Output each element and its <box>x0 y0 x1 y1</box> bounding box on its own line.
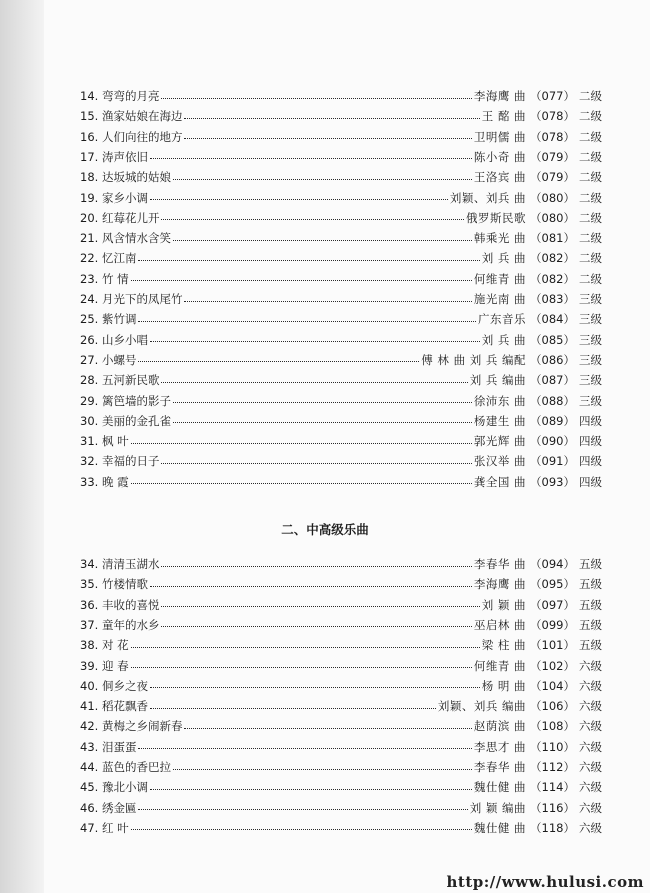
entry-composer-credit: 刘 兵 曲 <box>481 332 527 347</box>
entry-page-number: （086） <box>530 352 575 367</box>
toc-entry <box>80 574 602 594</box>
toc-entry <box>80 86 602 106</box>
dot-leader <box>161 566 471 567</box>
entry-title: 32. 幸福的日子 <box>80 454 160 469</box>
entry-composer-credit: 李海鹰 曲 <box>473 89 527 103</box>
book-spine-shadow <box>0 0 44 893</box>
entry-page-number: （080） <box>530 210 575 225</box>
toc-entry <box>80 431 602 451</box>
entry-composer-credit: 何维青 曲 <box>473 271 527 286</box>
entry-page-number: （082） <box>530 271 575 286</box>
toc-entry <box>80 777 602 797</box>
toc-entry <box>80 167 602 187</box>
dot-leader <box>173 240 472 241</box>
entry-composer-credit: 梁 柱 曲 <box>481 638 527 653</box>
entry-title: 26. 山乡小唱 <box>80 332 148 347</box>
entry-title: 20. 红莓花儿开 <box>80 210 160 225</box>
toc-entry <box>80 716 602 736</box>
entry-grade-level: 六级 <box>579 699 602 714</box>
entry-title: 46. 绣金匾 <box>80 800 137 815</box>
dot-leader <box>138 361 419 362</box>
entry-grade-level: 五级 <box>579 577 602 592</box>
entry-composer-credit: 杨建生 曲 <box>473 413 527 428</box>
toc-entry <box>80 595 602 615</box>
dot-leader <box>150 789 472 790</box>
entry-composer-credit: 傅 林 曲 刘 兵 编配 <box>421 352 527 367</box>
entry-composer-credit: 魏仕健 曲 <box>473 820 527 835</box>
toc-entry <box>80 737 602 757</box>
entry-grade-level: 五级 <box>579 638 602 653</box>
entry-composer-credit: 刘颖、刘兵 曲 <box>449 190 527 205</box>
entry-composer-credit: 陈小奇 曲 <box>473 149 527 164</box>
entry-title: 40. 侗乡之夜 <box>80 678 148 693</box>
entry-grade-level: 六级 <box>579 760 602 774</box>
entry-page-number: （079） <box>530 149 575 164</box>
entry-composer-credit: 巫启林 曲 <box>473 617 527 632</box>
entry-title: 47. 红 叶 <box>80 820 129 835</box>
section-title: 二、中高级乐曲 <box>281 522 369 537</box>
toc-entry <box>80 269 602 289</box>
toc-entry <box>80 188 602 208</box>
entry-title: 28. 五河新民歌 <box>80 373 160 388</box>
dot-leader <box>131 443 472 444</box>
dot-leader <box>161 98 471 99</box>
entry-title: 33. 晚 霞 <box>80 474 129 489</box>
entry-composer-credit: 刘 颖 曲 <box>481 597 527 612</box>
dot-leader <box>131 829 472 830</box>
entry-grade-level: 四级 <box>579 434 602 449</box>
dot-leader <box>161 626 471 627</box>
toc-entry <box>80 350 602 370</box>
entry-page-number: （101） <box>530 638 575 653</box>
entry-composer-credit: 刘 颖 编曲 <box>469 800 527 815</box>
entry-grade-level: 六级 <box>579 739 602 754</box>
entry-grade-level: 六级 <box>579 820 602 835</box>
entry-title: 18. 达坂城的姑娘 <box>80 170 171 185</box>
entry-title: 19. 家乡小调 <box>80 190 148 205</box>
dot-leader <box>173 402 472 403</box>
dot-leader <box>173 769 472 770</box>
entry-grade-level: 二级 <box>579 231 602 246</box>
entry-title: 34. 清清玉湖水 <box>80 557 160 571</box>
entry-page-number: （108） <box>530 719 575 734</box>
entry-grade-level: 二级 <box>579 109 602 124</box>
toc-entry <box>80 228 602 248</box>
entry-title: 15. 渔家姑娘在海边 <box>80 109 183 124</box>
entry-title: 42. 黄梅之乡闹新春 <box>80 719 183 734</box>
dot-leader <box>161 219 464 220</box>
entry-title: 45. 豫北小调 <box>80 780 148 795</box>
dot-leader <box>138 748 471 749</box>
dot-leader <box>131 280 472 281</box>
entry-title: 37. 童年的水乡 <box>80 617 160 632</box>
entry-composer-credit: 杨 明 曲 <box>481 678 527 693</box>
entry-page-number: （081） <box>530 231 575 246</box>
toc-entry <box>80 330 602 350</box>
entry-title: 24. 月光下的凤尾竹 <box>80 292 183 306</box>
entry-composer-credit: 李海鹰 曲 <box>473 577 527 592</box>
entry-composer-credit: 龚全国 曲 <box>473 474 527 489</box>
dot-leader <box>161 382 467 383</box>
dot-leader <box>173 422 472 423</box>
entry-grade-level: 三级 <box>579 393 602 408</box>
entry-title: 41. 稻花飘香 <box>80 699 148 714</box>
entry-page-number: （118） <box>530 820 575 835</box>
entry-page-number: （110） <box>530 739 575 754</box>
dot-leader <box>184 301 471 302</box>
entry-grade-level: 五级 <box>579 597 602 612</box>
entry-page-number: （106） <box>530 699 575 714</box>
dot-leader <box>150 586 472 587</box>
dot-leader <box>131 647 480 648</box>
entry-page-number: （104） <box>530 678 575 693</box>
toc-entry <box>80 757 602 777</box>
dot-leader <box>184 728 471 729</box>
toc-entry <box>80 635 602 655</box>
dot-leader <box>138 321 476 322</box>
toc-entry <box>80 656 602 676</box>
toc-entry <box>80 248 602 268</box>
entry-page-number: （116） <box>530 800 575 815</box>
toc-entry <box>80 615 602 635</box>
entry-composer-credit: 李春华 曲 <box>473 760 527 774</box>
entry-grade-level: 三级 <box>579 292 602 306</box>
entry-title: 36. 丰收的喜悦 <box>80 597 160 612</box>
entry-grade-level: 二级 <box>579 271 602 286</box>
entry-composer-credit: 张汉举 曲 <box>473 454 527 469</box>
entry-title: 25. 紫竹调 <box>80 312 137 327</box>
toc-entry <box>80 472 602 492</box>
entry-title: 22. 忆江南 <box>80 251 137 266</box>
entry-composer-credit: 施光南 曲 <box>473 292 527 306</box>
entry-composer-credit: 徐沛东 曲 <box>473 393 527 408</box>
entry-grade-level: 二级 <box>579 210 602 225</box>
entry-composer-credit: 魏仕健 曲 <box>473 780 527 795</box>
toc-entry <box>80 798 602 818</box>
entry-page-number: （093） <box>530 474 575 489</box>
entry-composer-credit: 王洛宾 曲 <box>473 170 527 185</box>
dot-leader <box>161 606 479 607</box>
entry-title: 17. 涛声依旧 <box>80 149 148 164</box>
entry-composer-credit: 韩乘光 曲 <box>473 231 527 246</box>
entry-title: 21. 风含情水含笑 <box>80 231 171 246</box>
dot-leader <box>150 199 448 200</box>
entry-title: 14. 弯弯的月亮 <box>80 89 160 103</box>
toc-entry <box>80 370 602 390</box>
entry-page-number: （085） <box>530 332 575 347</box>
entry-grade-level: 三级 <box>579 373 602 388</box>
entry-title: 16. 人们向往的地方 <box>80 129 183 144</box>
entry-page-number: （087） <box>530 373 575 388</box>
toc-entry <box>80 289 602 309</box>
dot-leader <box>150 687 480 688</box>
dot-leader <box>131 483 472 484</box>
entry-composer-credit: 刘 兵 曲 <box>481 251 527 266</box>
toc-entry <box>80 309 602 329</box>
entry-title: 35. 竹楼情歌 <box>80 577 148 592</box>
entry-composer-credit: 俄罗斯民歌 <box>466 210 527 225</box>
entry-composer-credit: 李春华 曲 <box>473 557 527 571</box>
entry-composer-credit: 李思才 曲 <box>473 739 527 754</box>
dot-leader <box>173 179 472 180</box>
entry-grade-level: 六级 <box>579 658 602 673</box>
entry-page-number: （077） <box>530 89 575 103</box>
entry-grade-level: 六级 <box>579 780 602 795</box>
entry-composer-credit: 赵荫滨 曲 <box>473 719 527 734</box>
toc-entry <box>80 106 602 126</box>
dot-leader <box>138 260 479 261</box>
toc-entry <box>80 818 602 838</box>
entry-title: 39. 迎 春 <box>80 658 129 673</box>
dot-leader <box>138 809 467 810</box>
entry-page-number: （083） <box>530 292 575 306</box>
entry-title: 23. 竹 情 <box>80 271 129 286</box>
entry-page-number: （112） <box>530 760 575 774</box>
entry-grade-level: 五级 <box>579 557 602 571</box>
entry-page-number: （088） <box>530 393 575 408</box>
entry-page-number: （078） <box>530 129 575 144</box>
entry-title: 30. 美丽的金孔雀 <box>80 413 171 428</box>
dot-leader <box>184 138 471 139</box>
entry-composer-credit: 郭光辉 曲 <box>473 434 527 449</box>
entry-composer-credit: 刘颖、刘兵 编曲 <box>437 699 527 714</box>
entry-page-number: （078） <box>530 109 575 124</box>
entry-grade-level: 二级 <box>579 89 602 103</box>
entry-grade-level: 五级 <box>579 617 602 632</box>
entry-page-number: （091） <box>530 454 575 469</box>
toc-entry <box>80 451 602 471</box>
entry-composer-credit: 何维青 曲 <box>473 658 527 673</box>
entry-grade-level: 四级 <box>579 454 602 469</box>
toc-entry <box>80 411 602 431</box>
entry-page-number: （079） <box>530 170 575 185</box>
entry-composer-credit: 卫明儒 曲 <box>473 129 527 144</box>
entry-grade-level: 三级 <box>579 312 602 327</box>
toc-entry <box>80 127 602 147</box>
entry-grade-level: 六级 <box>579 678 602 693</box>
entry-page-number: （095） <box>530 577 575 592</box>
entry-grade-level: 二级 <box>579 251 602 266</box>
entry-title: 27. 小螺号 <box>80 352 137 367</box>
dot-leader <box>184 118 479 119</box>
toc-entry <box>80 554 602 574</box>
entry-grade-level: 二级 <box>579 170 602 185</box>
entry-page-number: （089） <box>530 413 575 428</box>
entry-page-number: （090） <box>530 434 575 449</box>
entry-composer-credit: 王 酩 曲 <box>481 109 527 124</box>
dot-leader <box>150 341 480 342</box>
entry-page-number: （097） <box>530 597 575 612</box>
toc-entry <box>80 676 602 696</box>
entry-composer-credit: 刘 兵 编曲 <box>469 373 527 388</box>
entry-grade-level: 二级 <box>579 190 602 205</box>
toc-entry <box>80 696 602 716</box>
entry-title: 31. 枫 叶 <box>80 434 129 449</box>
entry-grade-level: 三级 <box>579 332 602 347</box>
toc-entry <box>80 208 602 228</box>
entry-grade-level: 六级 <box>579 800 602 815</box>
entry-grade-level: 四级 <box>579 413 602 428</box>
entry-page-number: （094） <box>530 557 575 571</box>
entry-title: 43. 泪蛋蛋 <box>80 739 137 754</box>
entry-page-number: （084） <box>530 312 575 327</box>
entry-page-number: （114） <box>530 780 575 795</box>
watermark-url: http://www.hulusi.com <box>446 873 644 891</box>
entry-page-number: （082） <box>530 251 575 266</box>
entry-page-number: （099） <box>530 617 575 632</box>
entry-title: 44. 蓝色的香巴拉 <box>80 760 171 774</box>
entry-page-number: （080） <box>530 190 575 205</box>
dot-leader <box>161 463 471 464</box>
entry-composer-credit: 广东音乐 <box>478 312 527 327</box>
entry-grade-level: 四级 <box>579 474 602 489</box>
entry-title: 38. 对 花 <box>80 638 129 653</box>
dot-leader <box>150 708 436 709</box>
toc-entry <box>80 147 602 167</box>
entry-grade-level: 二级 <box>579 129 602 144</box>
entry-title: 29. 篱笆墙的影子 <box>80 393 171 408</box>
dot-leader <box>150 158 472 159</box>
dot-leader <box>131 667 472 668</box>
toc-entry <box>80 391 602 411</box>
entry-page-number: （102） <box>530 658 575 673</box>
entry-grade-level: 二级 <box>579 149 602 164</box>
entry-grade-level: 三级 <box>579 352 602 367</box>
entry-grade-level: 六级 <box>579 719 602 734</box>
